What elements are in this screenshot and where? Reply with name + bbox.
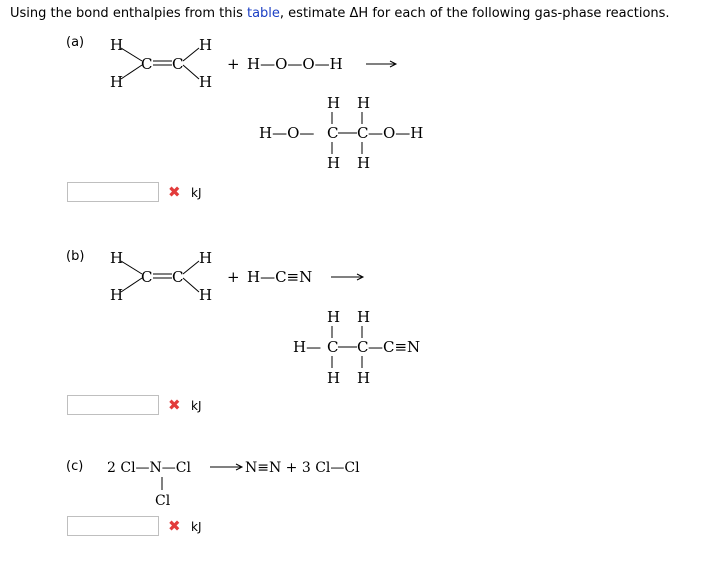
part-b-unit-label: kJ <box>191 399 202 413</box>
part-b-label: (b) <box>66 249 85 264</box>
atom-h: H <box>110 73 124 91</box>
part-c-substituent: Cl <box>155 493 171 509</box>
atom-h: H <box>199 73 213 91</box>
atom-h: H <box>199 249 213 267</box>
atom-c: C <box>357 338 369 356</box>
atom-h: H <box>110 249 124 267</box>
atom-h: H <box>110 286 124 304</box>
part-c-unit-label: kJ <box>191 520 202 534</box>
atom-c: C <box>172 55 184 73</box>
atom-h: H <box>199 286 213 304</box>
product-left-group: H— <box>293 338 322 356</box>
incorrect-x-icon: ✖ <box>168 517 181 535</box>
atom-h: H <box>327 308 341 326</box>
part-b-reagent-hcn: H—C≡N <box>247 268 313 286</box>
product-left-group: H—O— <box>259 124 315 142</box>
prompt-text-before: Using the bond enthalpies from this <box>10 6 247 21</box>
bond-enthalpy-table-link[interactable]: table <box>246 6 280 21</box>
atom-h: H <box>357 154 371 172</box>
plus-sign: + <box>227 268 240 286</box>
plus-sign: + <box>227 55 240 73</box>
product-right-group: —O—H <box>368 124 424 142</box>
atom-c: C <box>141 55 153 73</box>
atom-h: H <box>357 308 371 326</box>
atom-h: H <box>327 154 341 172</box>
part-c-answer-input[interactable] <box>67 516 159 536</box>
atom-c: C <box>327 338 339 356</box>
atom-h: H <box>327 94 341 112</box>
atom-c: C <box>327 124 339 142</box>
part-c-label: (c) <box>66 459 84 474</box>
incorrect-x-icon: ✖ <box>168 183 181 201</box>
part-a-unit-label: kJ <box>191 186 202 200</box>
atom-c: C <box>172 268 184 286</box>
atom-h: H <box>357 94 371 112</box>
prompt-text-after: , estimate ΔH for each of the following gas-phase reactions. <box>279 6 670 21</box>
atom-c: C <box>141 268 153 286</box>
part-a-label: (a) <box>66 35 85 50</box>
atom-h: H <box>357 369 371 387</box>
atom-h: H <box>110 36 124 54</box>
atom-h: H <box>199 36 213 54</box>
atom-h: H <box>327 369 341 387</box>
atom-c: C <box>357 124 369 142</box>
part-c-products: N≡N + 3 Cl—Cl <box>245 460 360 476</box>
part-a-reagent-peroxide: H—O—O—H <box>247 55 343 73</box>
part-c-reactant: 2 Cl—N—Cl <box>107 460 191 476</box>
incorrect-x-icon: ✖ <box>168 396 181 414</box>
product-right-group: —C≡N <box>368 338 421 356</box>
